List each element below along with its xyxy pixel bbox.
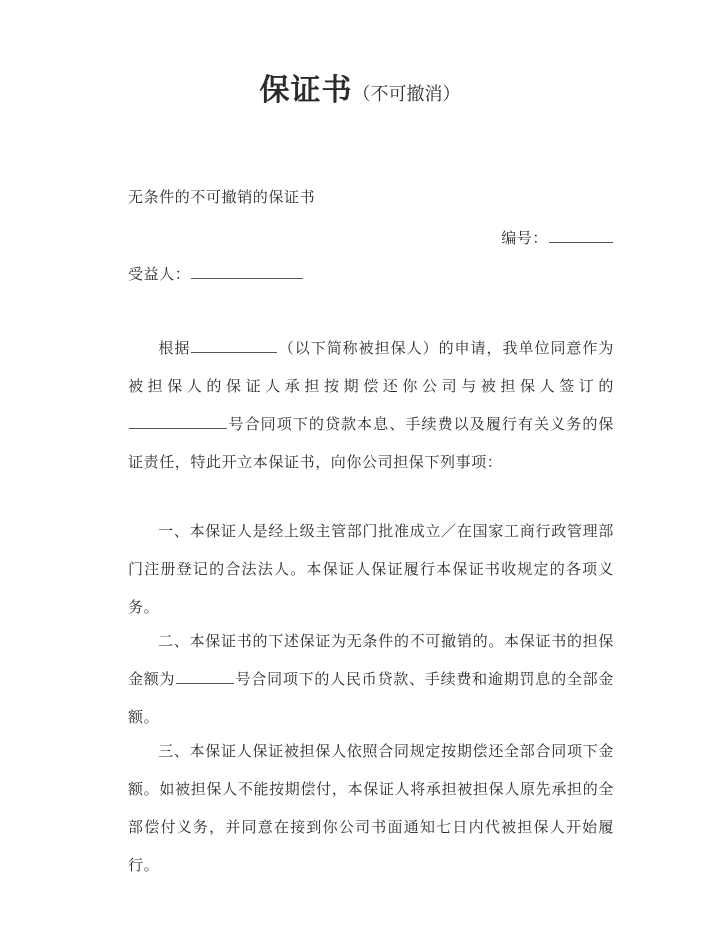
clause-one-text: 一、本保证人是经上级主管部门批准成立／在国家工商行政管理部门注册登记的合法法人。本保证人保证履行本保证书收规定的各项义务。 [128, 522, 614, 616]
guaranteed-party-blank[interactable] [191, 338, 277, 353]
serial-number-blank[interactable] [549, 228, 613, 243]
beneficiary-blank[interactable] [191, 264, 303, 279]
guarantee-amount-contract-blank[interactable] [176, 669, 234, 684]
paragraph-intro-part1: 根据 [158, 339, 191, 357]
paragraph-intro-part3: 号合同项下的贷款本息、手续费以及履行有关义务的保证责任，特此开立本保证书，向你公司担保下列事项： [128, 415, 614, 471]
paragraph-intro-part2: （以下简称被担保人）的申请，我单位同意作为被担保人的保证人承担按期偿还你公司与被担保人签订的 [128, 339, 615, 395]
clause-one [128, 512, 614, 626]
clause-two-part1: 二、本保证书的下述保证为无条件的不可撤销的。本保证书的担保金额为 [128, 632, 614, 688]
page-title-qualifier: （不可撤消） [352, 84, 461, 105]
serial-number-line [0, 227, 614, 249]
clause-two [128, 622, 614, 736]
beneficiary-label: 受益人： [128, 265, 191, 283]
page-title [0, 73, 720, 108]
clause-three [128, 732, 614, 884]
page-title-main: 保证书 [259, 73, 353, 108]
contract-number-blank[interactable] [129, 414, 227, 429]
beneficiary-line [128, 263, 304, 285]
serial-number-label: 编号： [501, 229, 548, 247]
paragraph-intro [128, 329, 614, 481]
clause-three-text: 三、本保证人保证被担保人依照合同规定按期偿还全部合同项下金额。如被担保人不能按期偿付，本保证人将承担被担保人原先承担的全部偿付义务，并同意在接到你公司书面通知七日内代被担保人开始履行。 [128, 742, 614, 874]
clause-two-part2: 号合同项下的人民币贷款、手续费和逾期罚息的全部金额。 [128, 670, 614, 726]
document-subtitle: 无条件的不可撤销的保证书 [128, 188, 316, 206]
